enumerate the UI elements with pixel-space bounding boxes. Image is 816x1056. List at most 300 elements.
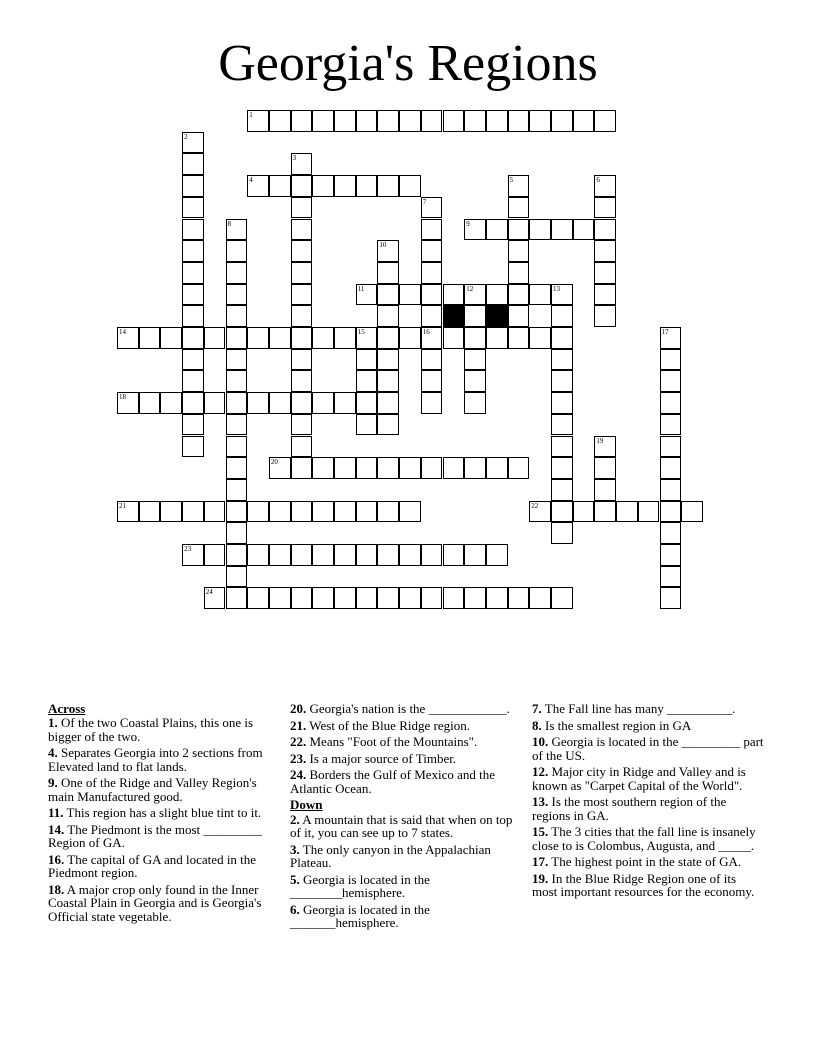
grid-cell[interactable] xyxy=(182,436,204,458)
grid-cell[interactable] xyxy=(508,219,530,241)
clue-number: 13. xyxy=(532,794,549,810)
grid-cell[interactable] xyxy=(529,327,551,349)
clue-number: 11. xyxy=(48,805,64,821)
grid-cell[interactable] xyxy=(226,305,248,327)
grid-cell[interactable] xyxy=(160,392,182,414)
grid-cell[interactable] xyxy=(291,219,313,241)
clue-item xyxy=(48,716,280,743)
black-cell xyxy=(486,305,508,327)
grid-cell[interactable] xyxy=(421,305,443,327)
grid-cell[interactable] xyxy=(399,110,421,132)
grid-cell[interactable] xyxy=(377,175,399,197)
grid-cell[interactable] xyxy=(660,327,682,349)
grid-cell[interactable] xyxy=(529,110,551,132)
grid-cell[interactable] xyxy=(226,327,248,349)
grid-cell[interactable] xyxy=(551,522,573,544)
clue-number-label: 6 xyxy=(596,176,600,185)
clue-number: 21. xyxy=(290,717,307,733)
grid-cell[interactable] xyxy=(508,457,530,479)
grid-cell[interactable] xyxy=(377,370,399,392)
grid-cell[interactable] xyxy=(660,479,682,501)
clue-text: The capital of GA and located in the Piedmont region. xyxy=(48,852,257,881)
grid-cell[interactable] xyxy=(421,240,443,262)
clue-number: 22. xyxy=(290,734,307,750)
grid-cell[interactable] xyxy=(291,175,313,197)
grid-cell[interactable] xyxy=(594,197,616,219)
grid-cell[interactable] xyxy=(334,175,356,197)
grid-cell[interactable] xyxy=(356,284,378,306)
grid-cell[interactable] xyxy=(443,587,465,609)
grid-cell[interactable] xyxy=(551,219,573,241)
grid-cell[interactable] xyxy=(594,305,616,327)
grid-cell[interactable] xyxy=(660,457,682,479)
grid-cell[interactable] xyxy=(139,327,161,349)
clue-number: 3. xyxy=(290,841,300,857)
grid-cell[interactable] xyxy=(421,197,443,219)
grid-cell[interactable] xyxy=(182,327,204,349)
clue-item xyxy=(532,702,764,715)
grid-cell[interactable] xyxy=(421,349,443,371)
grid-cell[interactable] xyxy=(377,305,399,327)
clue-text: Means "Foot of the Mountains". xyxy=(306,734,478,750)
grid-cell[interactable] xyxy=(182,219,204,241)
grid-cell[interactable] xyxy=(594,501,616,523)
grid-cell[interactable] xyxy=(421,262,443,284)
grid-cell[interactable] xyxy=(291,349,313,371)
grid-cell[interactable] xyxy=(291,501,313,523)
grid-cell[interactable] xyxy=(421,327,443,349)
grid-cell[interactable] xyxy=(660,566,682,588)
grid-cell[interactable] xyxy=(421,110,443,132)
clue-item xyxy=(532,855,764,868)
grid-cell[interactable] xyxy=(464,327,486,349)
grid-cell[interactable] xyxy=(226,414,248,436)
grid-cell[interactable] xyxy=(660,522,682,544)
grid-cell[interactable] xyxy=(551,436,573,458)
clue-number-label: 4 xyxy=(249,176,253,185)
grid-cell[interactable] xyxy=(464,219,486,241)
clue-number: 5. xyxy=(290,871,300,887)
grid-cell[interactable] xyxy=(443,327,465,349)
grid-cell[interactable] xyxy=(204,544,226,566)
clue-item xyxy=(532,825,764,852)
grid-cell[interactable] xyxy=(443,110,465,132)
grid-cell[interactable] xyxy=(160,327,182,349)
grid-cell[interactable] xyxy=(291,414,313,436)
clue-text: This region has a slight blue tint to it. xyxy=(63,805,262,821)
grid-cell[interactable] xyxy=(594,240,616,262)
clue-item xyxy=(532,872,764,899)
grid-cell[interactable] xyxy=(204,327,226,349)
grid-cell[interactable] xyxy=(486,587,508,609)
clue-number: 1. xyxy=(48,715,58,731)
grid-cell[interactable] xyxy=(312,544,334,566)
clue-text: In the Blue Ridge Region one of its most important resources for the economy. xyxy=(532,870,755,900)
grid-cell[interactable] xyxy=(616,501,638,523)
grid-cell[interactable] xyxy=(464,349,486,371)
grid-cell[interactable] xyxy=(399,457,421,479)
grid-cell[interactable] xyxy=(312,175,334,197)
grid-cell[interactable] xyxy=(226,219,248,241)
clue-number: 19. xyxy=(532,870,549,886)
grid-cell[interactable] xyxy=(269,457,291,479)
clue-number: 8. xyxy=(532,717,542,733)
grid-cell[interactable] xyxy=(377,349,399,371)
grid-cell[interactable] xyxy=(421,457,443,479)
clue-text: The Fall line has many __________. xyxy=(541,701,736,716)
grid-cell[interactable] xyxy=(660,414,682,436)
clue-number-label: 8 xyxy=(227,219,231,228)
grid-cell[interactable] xyxy=(660,501,682,523)
clue-number-label: 2 xyxy=(184,132,188,141)
grid-cell[interactable] xyxy=(182,305,204,327)
grid-cell[interactable] xyxy=(573,501,595,523)
grid-cell[interactable] xyxy=(660,349,682,371)
grid-cell[interactable] xyxy=(291,436,313,458)
grid-cell[interactable] xyxy=(312,327,334,349)
grid-cell[interactable] xyxy=(356,110,378,132)
grid-cell[interactable] xyxy=(226,544,248,566)
clue-item xyxy=(290,752,522,765)
grid-cell[interactable] xyxy=(421,219,443,241)
grid-cell[interactable] xyxy=(443,544,465,566)
grid-cell[interactable] xyxy=(551,284,573,306)
clue-number-label: 10 xyxy=(379,241,387,250)
grid-cell[interactable] xyxy=(182,240,204,262)
grid-cell[interactable] xyxy=(508,197,530,219)
grid-cell[interactable] xyxy=(377,414,399,436)
clue-column-1 xyxy=(48,702,280,926)
grid-cell[interactable] xyxy=(226,370,248,392)
grid-cell[interactable] xyxy=(356,501,378,523)
grid-cell[interactable] xyxy=(551,327,573,349)
grid-cell[interactable] xyxy=(399,544,421,566)
grid-cell[interactable] xyxy=(269,544,291,566)
grid-cell[interactable] xyxy=(486,110,508,132)
grid-cell[interactable] xyxy=(464,392,486,414)
grid-cell[interactable] xyxy=(356,457,378,479)
clue-item xyxy=(48,806,280,819)
grid-cell[interactable] xyxy=(269,110,291,132)
grid-cell[interactable] xyxy=(443,284,465,306)
grid-cell[interactable] xyxy=(551,110,573,132)
grid-cell[interactable] xyxy=(399,587,421,609)
clue-item xyxy=(532,719,764,732)
grid-cell[interactable] xyxy=(269,392,291,414)
grid-cell[interactable] xyxy=(594,110,616,132)
grid-cell[interactable] xyxy=(334,457,356,479)
grid-cell[interactable] xyxy=(377,501,399,523)
grid-cell[interactable] xyxy=(551,587,573,609)
grid-cell[interactable] xyxy=(421,392,443,414)
grid-cell[interactable] xyxy=(377,262,399,284)
grid-cell[interactable] xyxy=(291,327,313,349)
grid-cell[interactable] xyxy=(269,501,291,523)
grid-cell[interactable] xyxy=(660,587,682,609)
grid-cell[interactable] xyxy=(117,327,139,349)
grid-cell[interactable] xyxy=(508,327,530,349)
grid-cell[interactable] xyxy=(226,479,248,501)
grid-cell[interactable] xyxy=(529,219,551,241)
grid-cell[interactable] xyxy=(312,392,334,414)
grid-cell[interactable] xyxy=(464,370,486,392)
grid-cell[interactable] xyxy=(226,566,248,588)
grid-cell[interactable] xyxy=(421,370,443,392)
grid-cell[interactable] xyxy=(594,284,616,306)
grid-cell[interactable] xyxy=(247,110,269,132)
grid-cell[interactable] xyxy=(334,392,356,414)
grid-cell[interactable] xyxy=(334,544,356,566)
grid-cell[interactable] xyxy=(551,501,573,523)
grid-cell[interactable] xyxy=(377,284,399,306)
grid-cell[interactable] xyxy=(182,501,204,523)
grid-cell[interactable] xyxy=(182,262,204,284)
grid-cell[interactable] xyxy=(508,240,530,262)
clue-number: 23. xyxy=(290,750,307,766)
clue-number-label: 20 xyxy=(270,458,278,467)
grid-cell[interactable] xyxy=(660,370,682,392)
grid-cell[interactable] xyxy=(377,457,399,479)
grid-cell[interactable] xyxy=(139,501,161,523)
grid-cell[interactable] xyxy=(443,457,465,479)
grid-cell[interactable] xyxy=(291,197,313,219)
grid-cell[interactable] xyxy=(291,457,313,479)
grid-cell[interactable] xyxy=(182,153,204,175)
grid-cell[interactable] xyxy=(291,392,313,414)
grid-cell[interactable] xyxy=(182,544,204,566)
grid-cell[interactable] xyxy=(594,479,616,501)
grid-cell[interactable] xyxy=(226,240,248,262)
grid-cell[interactable] xyxy=(508,587,530,609)
grid-cell[interactable] xyxy=(421,544,443,566)
grid-cell[interactable] xyxy=(291,240,313,262)
grid-cell[interactable] xyxy=(464,587,486,609)
grid-cell[interactable] xyxy=(117,501,139,523)
grid-cell[interactable] xyxy=(226,284,248,306)
grid-cell[interactable] xyxy=(160,501,182,523)
clue-text: The 3 cities that the fall line is insanely close to is Colombus, Augusta, and _____. xyxy=(532,824,756,853)
grid-cell[interactable] xyxy=(464,305,486,327)
grid-cell[interactable] xyxy=(182,414,204,436)
clue-number: 14. xyxy=(48,822,65,837)
grid-cell[interactable] xyxy=(247,175,269,197)
clue-number-label: 12 xyxy=(466,284,474,293)
grid-cell[interactable] xyxy=(226,457,248,479)
grid-cell[interactable] xyxy=(182,392,204,414)
grid-cell[interactable] xyxy=(226,392,248,414)
clue-number-label: 18 xyxy=(119,393,126,402)
clue-item xyxy=(48,823,280,850)
grid-cell[interactable] xyxy=(312,587,334,609)
clue-text: West of the Blue Ridge region. xyxy=(306,717,470,733)
grid-cell[interactable] xyxy=(291,544,313,566)
black-cell xyxy=(443,305,465,327)
grid-cell[interactable] xyxy=(377,587,399,609)
grid-cell[interactable] xyxy=(226,501,248,523)
grid-cell[interactable] xyxy=(247,544,269,566)
grid-cell[interactable] xyxy=(356,175,378,197)
grid-cell[interactable] xyxy=(356,327,378,349)
clue-text: Georgia is located in the _______hemisphere. xyxy=(290,901,430,931)
grid-cell[interactable] xyxy=(269,587,291,609)
clue-number-label: 24 xyxy=(205,588,213,597)
grid-cell[interactable] xyxy=(356,349,378,371)
clue-text: One of the Ridge and Valley Region's main Manufactured good. xyxy=(48,775,257,804)
grid-cell[interactable] xyxy=(508,110,530,132)
grid-cell[interactable] xyxy=(551,479,573,501)
grid-cell[interactable] xyxy=(312,110,334,132)
grid-cell[interactable] xyxy=(638,501,660,523)
grid-cell[interactable] xyxy=(312,501,334,523)
clue-column-2 xyxy=(290,702,522,933)
grid-cell[interactable] xyxy=(551,349,573,371)
grid-cell[interactable] xyxy=(204,501,226,523)
grid-cell[interactable] xyxy=(508,175,530,197)
grid-cell[interactable] xyxy=(508,262,530,284)
grid-cell[interactable] xyxy=(551,392,573,414)
grid-cell[interactable] xyxy=(464,544,486,566)
grid-cell[interactable] xyxy=(594,457,616,479)
grid-cell[interactable] xyxy=(486,219,508,241)
grid-cell[interactable] xyxy=(312,457,334,479)
grid-cell[interactable] xyxy=(486,457,508,479)
grid-cell[interactable] xyxy=(247,501,269,523)
grid-cell[interactable] xyxy=(377,110,399,132)
grid-cell[interactable] xyxy=(464,457,486,479)
grid-cell[interactable] xyxy=(551,370,573,392)
grid-cell[interactable] xyxy=(573,110,595,132)
grid-cell[interactable] xyxy=(356,414,378,436)
grid-cell[interactable] xyxy=(573,219,595,241)
grid-cell[interactable] xyxy=(377,544,399,566)
grid-cell[interactable] xyxy=(226,262,248,284)
grid-cell[interactable] xyxy=(508,305,530,327)
grid-cell[interactable] xyxy=(226,436,248,458)
grid-cell[interactable] xyxy=(182,175,204,197)
grid-cell[interactable] xyxy=(377,240,399,262)
grid-cell[interactable] xyxy=(377,392,399,414)
clue-number: 12. xyxy=(532,764,549,780)
clue-number-label: 11 xyxy=(357,284,365,293)
clue-item xyxy=(532,765,764,792)
grid-cell[interactable] xyxy=(399,175,421,197)
grid-cell[interactable] xyxy=(399,284,421,306)
grid-cell[interactable] xyxy=(269,175,291,197)
grid-cell[interactable] xyxy=(551,305,573,327)
grid-cell[interactable] xyxy=(356,587,378,609)
clue-section-heading: Across xyxy=(48,701,86,716)
grid-cell[interactable] xyxy=(551,414,573,436)
clue-number-label: 3 xyxy=(292,154,297,163)
clue-item xyxy=(290,735,522,748)
grid-cell[interactable] xyxy=(551,457,573,479)
grid-cell[interactable] xyxy=(204,392,226,414)
grid-cell[interactable] xyxy=(356,370,378,392)
grid-cell[interactable] xyxy=(182,284,204,306)
clue-number: 15. xyxy=(532,824,549,840)
grid-cell[interactable] xyxy=(399,501,421,523)
grid-cell[interactable] xyxy=(204,587,226,609)
grid-cell[interactable] xyxy=(486,284,508,306)
clue-text: Is a major source of Timber. xyxy=(306,750,457,766)
clue-column-3 xyxy=(532,702,764,902)
clue-text: Georgia's nation is the ____________. xyxy=(306,701,510,716)
grid-cell[interactable] xyxy=(247,587,269,609)
grid-cell[interactable] xyxy=(594,262,616,284)
grid-cell[interactable] xyxy=(226,349,248,371)
grid-cell[interactable] xyxy=(486,327,508,349)
clue-number: 7. xyxy=(532,701,542,716)
clue-item xyxy=(48,776,280,803)
grid-cell[interactable] xyxy=(117,392,139,414)
grid-cell[interactable] xyxy=(182,197,204,219)
grid-cell[interactable] xyxy=(421,284,443,306)
grid-cell[interactable] xyxy=(508,284,530,306)
grid-cell[interactable] xyxy=(486,544,508,566)
clue-number-label: 19 xyxy=(596,436,604,445)
clue-number-label: 9 xyxy=(466,219,470,228)
grid-cell[interactable] xyxy=(291,262,313,284)
clue-text: Georgia is located in the _________ part of the US. xyxy=(532,734,764,763)
grid-cell[interactable] xyxy=(399,327,421,349)
grid-cell[interactable] xyxy=(291,284,313,306)
grid-cell[interactable] xyxy=(182,370,204,392)
grid-cell[interactable] xyxy=(464,284,486,306)
grid-cell[interactable] xyxy=(594,219,616,241)
grid-cell[interactable] xyxy=(529,501,551,523)
grid-cell[interactable] xyxy=(464,110,486,132)
grid-cell[interactable] xyxy=(334,110,356,132)
grid-cell[interactable] xyxy=(182,132,204,154)
grid-cell[interactable] xyxy=(226,522,248,544)
grid-cell[interactable] xyxy=(269,327,291,349)
grid-cell[interactable] xyxy=(139,392,161,414)
grid-cell[interactable] xyxy=(291,110,313,132)
grid-cell[interactable] xyxy=(334,587,356,609)
grid-cell[interactable] xyxy=(182,349,204,371)
grid-cell[interactable] xyxy=(226,587,248,609)
grid-cell[interactable] xyxy=(247,327,269,349)
clue-number: 16. xyxy=(48,852,65,867)
grid-cell[interactable] xyxy=(356,544,378,566)
grid-cell[interactable] xyxy=(660,392,682,414)
clue-text: Of the two Coastal Plains, this one is bigger of the two. xyxy=(48,715,254,744)
grid-cell[interactable] xyxy=(529,587,551,609)
clue-text: The only canyon in the Appalachian Plateau. xyxy=(290,841,491,871)
grid-cell[interactable] xyxy=(291,370,313,392)
grid-cell[interactable] xyxy=(356,392,378,414)
grid-cell[interactable] xyxy=(334,327,356,349)
clue-item xyxy=(290,813,522,840)
grid-cell[interactable] xyxy=(334,501,356,523)
grid-cell[interactable] xyxy=(681,501,703,523)
grid-cell[interactable] xyxy=(247,392,269,414)
grid-cell[interactable] xyxy=(529,284,551,306)
grid-cell[interactable] xyxy=(377,327,399,349)
grid-cell[interactable] xyxy=(291,153,313,175)
clue-text: A mountain that is said that when on top of it, you can see up to 7 states. xyxy=(290,811,513,841)
clue-number-label: 7 xyxy=(422,197,427,206)
clue-number-label: 17 xyxy=(661,328,669,336)
grid-cell[interactable] xyxy=(594,175,616,197)
grid-cell[interactable] xyxy=(660,436,682,458)
grid-cell[interactable] xyxy=(594,436,616,458)
grid-cell[interactable] xyxy=(421,587,443,609)
grid-cell[interactable] xyxy=(660,544,682,566)
clue-number: 2. xyxy=(290,811,300,827)
grid-cell[interactable] xyxy=(291,587,313,609)
grid-cell[interactable] xyxy=(291,305,313,327)
